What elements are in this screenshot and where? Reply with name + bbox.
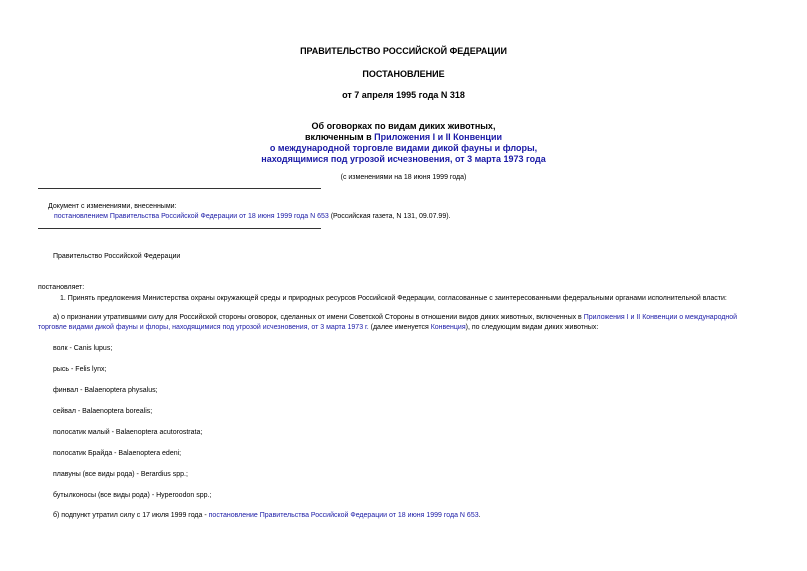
government-text: Правительство Российской Федерации <box>53 253 181 260</box>
title-line-2-text: включенным в <box>304 132 375 142</box>
item-a-line-1 <box>53 314 737 321</box>
title-line-1: Об оговорках по видам диких животных, <box>311 121 496 131</box>
item-a-text: а) о признании утратившими силу для Российской стороны оговорок, сделанных от имени Советской Стороны в отношении видов диких животных, включенных в <box>53 314 584 321</box>
document-date-number: от 7 апреля 1995 года N 318 <box>342 90 465 100</box>
resolves-text: постановляет: <box>38 284 85 291</box>
title-line-2 <box>0 132 807 142</box>
changes-label: Документ с изменениями, внесенными: <box>48 203 177 210</box>
changes-source: (Российская газета, N 131, 09.07.99). <box>328 213 451 220</box>
item-a-convention-short-link[interactable]: Конвенция <box>430 324 466 331</box>
item-1: 1. Принять предложения Министерства охраны окружающей среды и природных ресурсов Российской Федерации, согласованные с заинтересованными федеральными органами исполнительной власти: <box>60 295 727 302</box>
item-b-text: б) подпункт утратил силу с 17 июля 1999 года - <box>53 512 209 519</box>
convention-title-link-2[interactable]: находящимися под угрозой исчезновения, от 3 марта 1973 года <box>261 154 546 164</box>
appendix-link[interactable]: Приложения I и II Конвенции <box>374 132 503 142</box>
amendment-note: (с изменениями на 18 июня 1999 года) <box>340 174 467 181</box>
item-b-resolution-link[interactable]: постановление Правительства Российской Федерации от 18 июня 1999 года N 653 <box>208 512 479 519</box>
item-b-suffix: . <box>478 512 481 519</box>
changes-resolution-link[interactable]: постановлением Правительства Российской Федерации от 18 июня 1999 года N 653 <box>54 213 329 220</box>
species-item: рысь - Felis lynx; <box>53 366 107 373</box>
species-item: волк - Canis lupus; <box>53 345 113 352</box>
species-item: полосатик Брайда - Balaenoptera edeni; <box>53 450 182 457</box>
species-item: плавуны (все виды рода) - Berardius spp.; <box>53 471 188 478</box>
convention-title-link-1[interactable]: о международной торговле видами дикой фауны и флоры, <box>269 143 538 153</box>
item-a-convention-link[interactable]: торговле видами дикой фауны и флоры, находящимися под угрозой исчезновения, от 3 марта 1973 г. <box>38 324 369 331</box>
species-item: сейвал - Balaenoptera borealis; <box>53 408 153 415</box>
item-a-text-3: ), по следующим видам диких животных: <box>465 324 599 331</box>
species-item: бутылконосы (все виды рода) - Hyperoodon spp.; <box>53 492 212 499</box>
divider-bottom <box>38 228 321 229</box>
document-type: ПОСТАНОВЛЕНИЕ <box>362 69 445 79</box>
changes-reference <box>54 213 451 220</box>
species-item: полосатик малый - Balaenoptera acutorostrata; <box>53 429 203 436</box>
item-a-appendix-link[interactable]: Приложения I и II Конвенции о международной <box>583 314 738 321</box>
species-item: финвал - Balaenoptera physalus; <box>53 387 158 394</box>
government-heading: ПРАВИТЕЛЬСТВО РОССИЙСКОЙ ФЕДЕРАЦИИ <box>300 46 507 56</box>
item-a-line-2 <box>38 324 598 331</box>
item-b <box>53 512 481 519</box>
divider-top <box>38 188 321 189</box>
item-a-text-2: (далее именуется <box>368 324 431 331</box>
